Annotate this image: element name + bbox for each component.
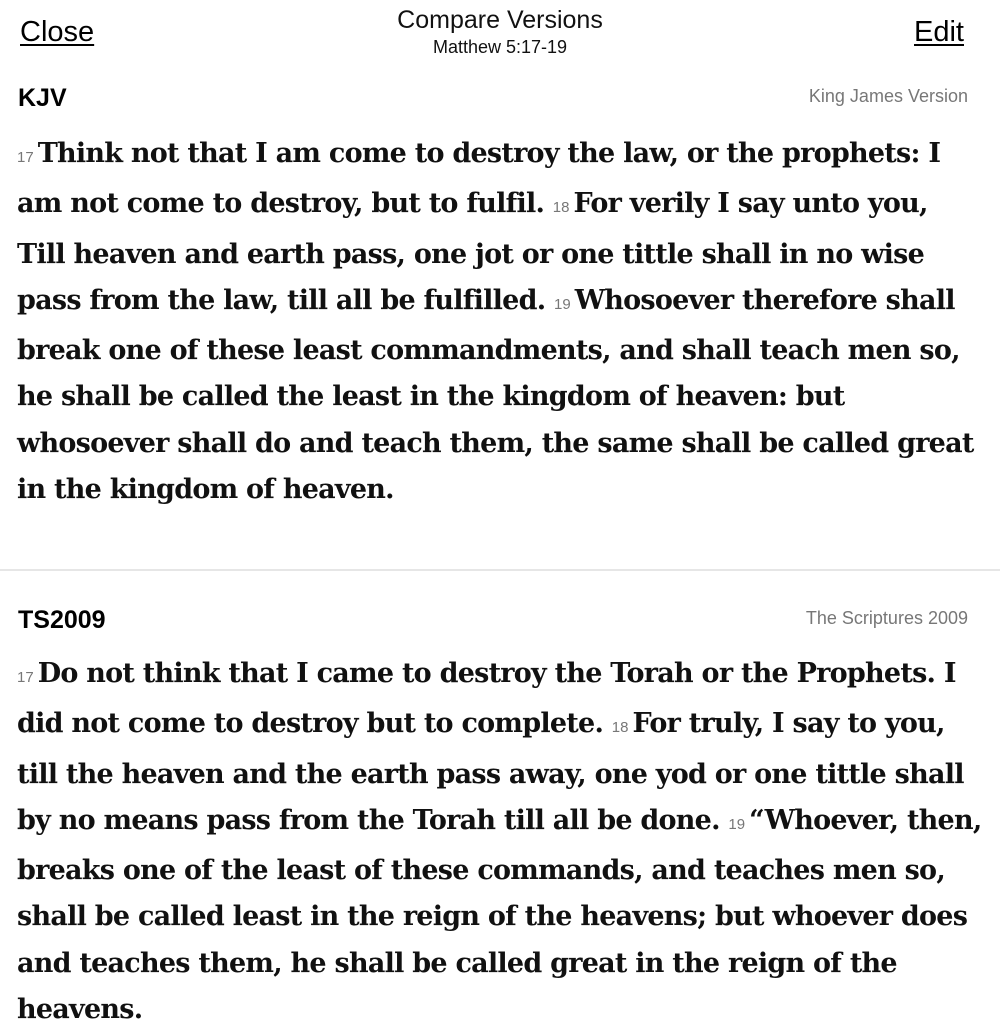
passage-text [0,118,1000,513]
nav-header [0,0,1000,70]
verse-number: 18 [552,199,570,217]
verse-number: 17 [17,669,34,686]
version-header [0,600,1000,640]
verse-text: Think not that I am come to destroy the law, or the prophets: I am not come to destroy, but to fulfil. [17,138,941,220]
header-title-block [0,4,1000,58]
verse-number: 17 [17,149,34,166]
version-abbreviation: TS2009 [18,606,106,634]
verse-text: Whosoever therefore shall break one of these least commandments, and shall teach men so, he shall be called the least in the kingdom of heaven: but whosoever shall do and teach them, the same shall be called great in the kingdom of heaven. [17,284,974,506]
close-button[interactable]: Close [20,16,95,48]
version-full-name: The Scriptures 2009 [805,608,968,628]
verse-number: 18 [611,719,629,737]
version-full-name: King James Version [808,86,968,106]
version-header [0,78,1000,118]
passage-text [0,640,1000,1033]
version-card-ts2009 [0,600,1000,1033]
verse-text: For verily I say unto you, Till heaven and earth pass, one jot or one tittle shall in no wise pass from the law, till all be fulfilled. [17,188,928,316]
verse-text: “Whoever, then, breaks one of the least of these commands, and teaches men so, shall be called least in the reign of the heavens; but whoever does and teaches them, he shall be called great in the reign of the heavens. [17,804,982,1026]
page-title: Compare Versions [397,6,603,34]
passage-reference: Matthew 5:17-19 [432,37,568,57]
verse-number: 19 [554,295,571,313]
verse-number: 19 [728,815,746,833]
version-abbreviation: KJV [18,84,67,112]
section-divider [0,569,1000,571]
version-card-kjv [0,78,1000,513]
verse-text: Do not think that I came to destroy the Torah or the Prophets. I did not come to destroy but to complete. [17,658,956,740]
verse-text: For truly, I say to you, till the heaven and the earth pass away, one yod or one tittle shall by no means pass from the Torah till all be done. [17,708,964,836]
edit-button[interactable]: Edit [914,16,964,48]
